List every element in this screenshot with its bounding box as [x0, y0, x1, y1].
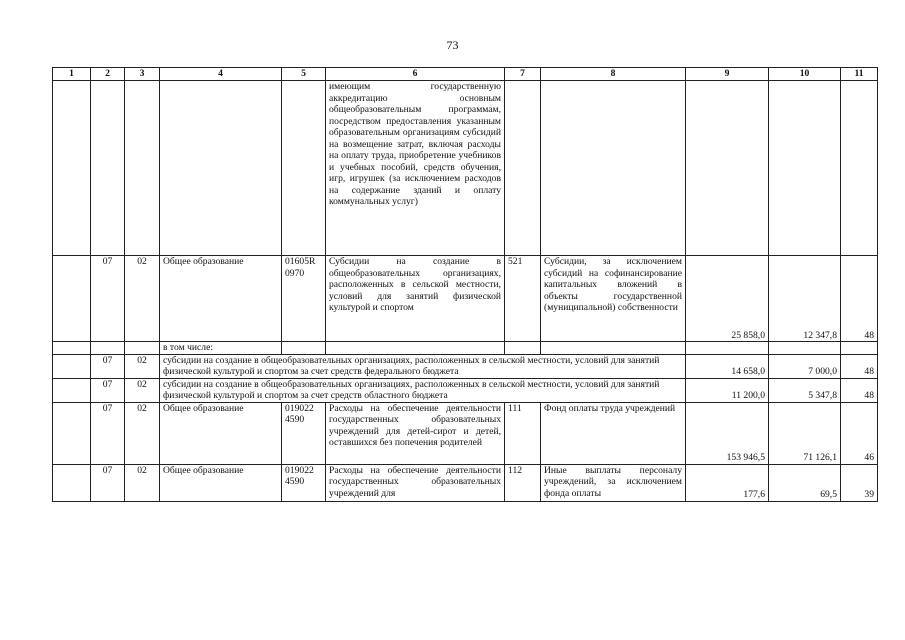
percent-col11: 48 — [841, 378, 878, 402]
header-row — [53, 68, 878, 81]
subsection-code: 02 — [125, 354, 160, 378]
target-code: 019022 4590 — [282, 464, 326, 501]
table-cell — [686, 81, 769, 256]
table-cell — [53, 354, 91, 378]
expense-type-name: Субсидии, за исключением субсидий на софинансирование капитальных вложений в объекты государственной (муниципальной) собственности — [541, 256, 686, 342]
table-cell — [125, 342, 160, 355]
column-header: 8 — [541, 68, 686, 81]
table-cell — [160, 81, 282, 256]
table-cell — [282, 81, 326, 256]
table-cell — [53, 81, 91, 256]
percent-col11: 46 — [841, 402, 878, 464]
table-cell — [91, 342, 125, 355]
table-cell — [91, 81, 125, 256]
table-cell — [769, 81, 841, 256]
table-row — [53, 378, 878, 402]
subsidy-description: субсидии на создание в общеобразовательных организациях, расположенных в сельской местности, условий для занятий физической культурой и спортом за счет средств федерального бюджета — [160, 354, 686, 378]
percent-col11: 48 — [841, 256, 878, 342]
amount-col10: 7 000,0 — [769, 354, 841, 378]
column-header: 9 — [686, 68, 769, 81]
section-code: 07 — [91, 402, 125, 464]
amount-col10: 12 347,8 — [769, 256, 841, 342]
expense-description: Субсидии на создание в общеобразовательных организациях, расположенных в сельской местности, условий для занятий физической культурой и спортом — [326, 256, 505, 342]
amount-col9: 177,6 — [686, 464, 769, 501]
section-code: 07 — [91, 354, 125, 378]
table-cell — [53, 342, 91, 355]
expense-type-code: 112 — [505, 464, 541, 501]
column-header: 7 — [505, 68, 541, 81]
table-cell — [541, 342, 686, 355]
amount-col9: 153 946,5 — [686, 402, 769, 464]
table-cell — [53, 256, 91, 342]
subsection-code: 02 — [125, 256, 160, 342]
section-code: 07 — [91, 464, 125, 501]
column-header: 3 — [125, 68, 160, 81]
column-header: 2 — [91, 68, 125, 81]
table-row — [53, 256, 878, 342]
table-cell — [769, 342, 841, 355]
column-header: 6 — [326, 68, 505, 81]
table-cell — [53, 402, 91, 464]
table-cell — [505, 342, 541, 355]
table-cell — [326, 342, 505, 355]
table-cell — [505, 81, 541, 256]
column-header: 5 — [282, 68, 326, 81]
amount-col10: 69,5 — [769, 464, 841, 501]
table-cell — [125, 81, 160, 256]
expense-type-name: Фонд оплаты труда учреждений — [541, 402, 686, 464]
page-number: 73 — [446, 38, 459, 52]
amount-col9: 25 858,0 — [686, 256, 769, 342]
table-cell — [841, 81, 878, 256]
table-row — [53, 402, 878, 464]
table-cell — [282, 342, 326, 355]
table-cell — [841, 342, 878, 355]
table-cell — [541, 81, 686, 256]
subsidy-description: субсидии на создание в общеобразовательных организациях, расположенных в сельской местности, условий для занятий физической культурой и спортом за счет средств областного бюджета — [160, 378, 686, 402]
amount-col9: 11 200,0 — [686, 378, 769, 402]
section-code: 07 — [91, 256, 125, 342]
budget-table — [52, 67, 878, 502]
expense-type-code: 111 — [505, 402, 541, 464]
amount-col10: 5 347,8 — [769, 378, 841, 402]
target-code: 019022 4590 — [282, 402, 326, 464]
expense-description: имеющим государственную аккредитацию основным общеобразовательным программам, посредством предоставления указанным образовательным организациям субсидий на возмещение затрат, включая расходы на оплату труда, приобретение учебников и учебных пособий, средств обучения, игр, игрушек (за исключением расходов на содержание зданий и оплату коммунальных услуг) — [326, 81, 505, 256]
percent-col11: 39 — [841, 464, 878, 501]
section-name: Общее образование — [160, 464, 282, 501]
expense-type-name: Иные выплаты персоналу учреждений, за исключением фонда оплаты — [541, 464, 686, 501]
amount-col10: 71 126,1 — [769, 402, 841, 464]
column-header: 10 — [769, 68, 841, 81]
expense-type-code: 521 — [505, 256, 541, 342]
subsection-code: 02 — [125, 464, 160, 501]
column-header: 4 — [160, 68, 282, 81]
table-row — [53, 81, 878, 256]
target-code: 01605R 0970 — [282, 256, 326, 342]
column-header: 1 — [53, 68, 91, 81]
section-name: Общее образование — [160, 256, 282, 342]
table-cell — [53, 464, 91, 501]
percent-col11: 48 — [841, 354, 878, 378]
table-cell — [53, 378, 91, 402]
section-code: 07 — [91, 378, 125, 402]
table-row — [53, 342, 878, 355]
including-label: в том числе: — [160, 342, 282, 355]
expense-description: Расходы на обеспечение деятельности государственных образовательных учреждений для детей-сирот и детей, оставшихся без попечения родителей — [326, 402, 505, 464]
table-row — [53, 354, 878, 378]
subsection-code: 02 — [125, 378, 160, 402]
column-header: 11 — [841, 68, 878, 81]
table-row — [53, 464, 878, 501]
amount-col9: 14 658,0 — [686, 354, 769, 378]
section-name: Общее образование — [160, 402, 282, 464]
expense-description: Расходы на обеспечение деятельности государственных образовательных учреждений для — [326, 464, 505, 501]
table-cell — [686, 342, 769, 355]
subsection-code: 02 — [125, 402, 160, 464]
